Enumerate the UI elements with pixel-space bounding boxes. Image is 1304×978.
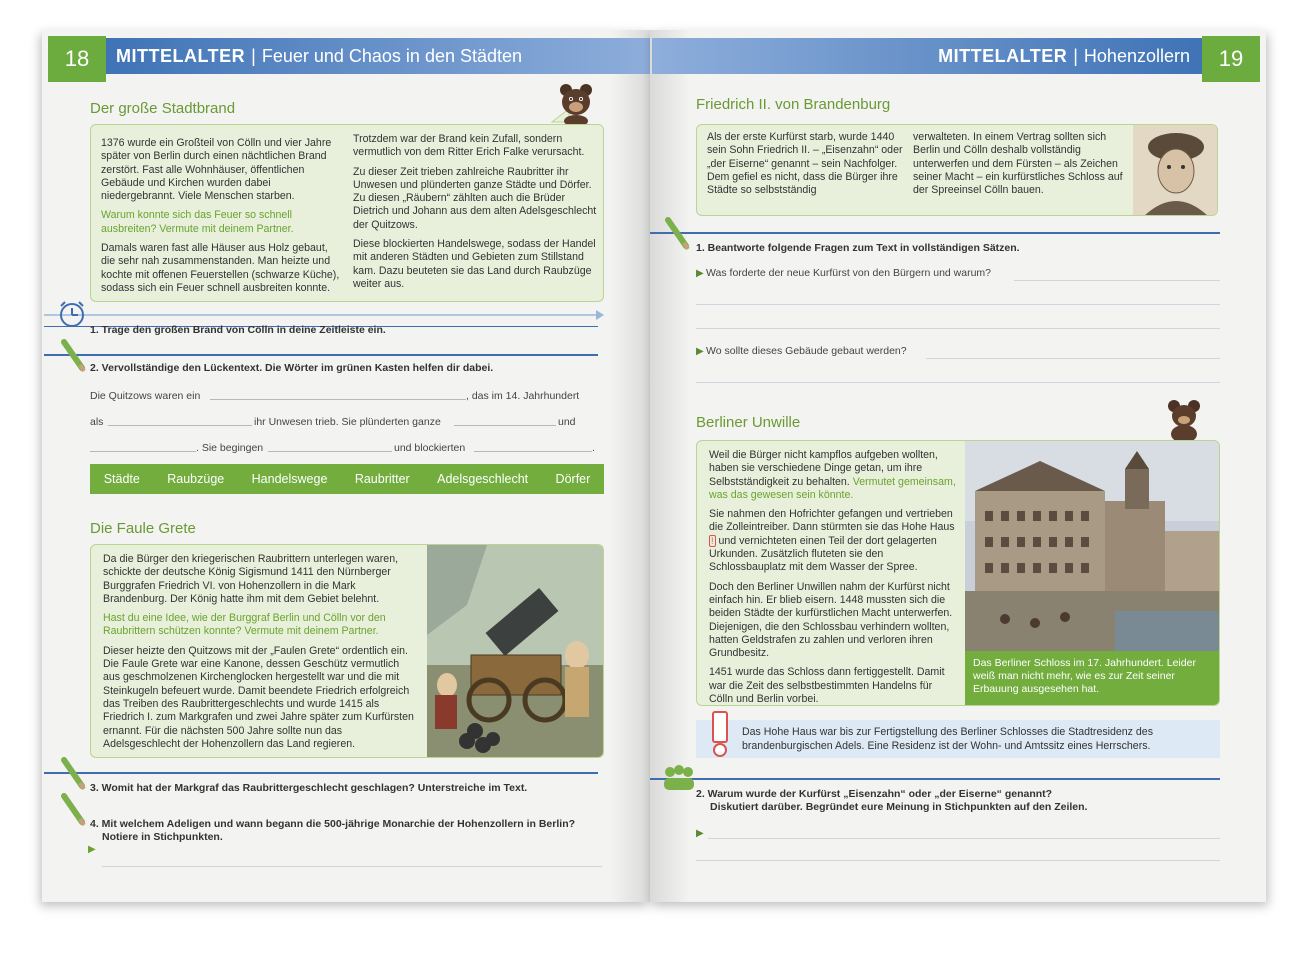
gap-text-part: und blockierten (394, 442, 466, 454)
text-column (103, 553, 415, 757)
text-box-friedrich (696, 124, 1218, 216)
section-title-faule-grete: Die Faule Grete (90, 520, 196, 537)
task-4-line-2: Notiere in Stichpunkten. (102, 831, 223, 843)
section-title-friedrich: Friedrich II. von Brandenburg (696, 96, 891, 113)
page-number: 18 (48, 36, 106, 82)
task-2-line-2: Diskutiert darüber. Begründet eure Meinung in Stichpunkten auf den Zeilen. (710, 801, 1088, 813)
bear-mascot-icon (550, 78, 602, 126)
question-1: Was forderte der neue Kurfürst von den Bürgern und warum? (706, 267, 992, 279)
text-box-faule-grete (90, 544, 604, 758)
task-3: 3. Womit hat der Markgraf das Raubrittergeschlecht geschlagen? Unterstreiche im Text. (90, 782, 528, 794)
word-item: Adelsgeschlecht (437, 472, 529, 486)
pencil-icon (58, 338, 92, 372)
divider (650, 232, 1220, 234)
partner-question: Vermutet gemeinsam, was das gewesen sein könnte. (709, 475, 956, 501)
text-column-1 (101, 137, 343, 301)
section-title-stadtbrand: Der große Stadtbrand (90, 100, 236, 117)
gap-text-part: . (592, 442, 595, 454)
word-item: Raubritter (354, 472, 410, 486)
bear-mascot-icon (1166, 398, 1202, 442)
word-item: Dörfer (555, 472, 591, 486)
chapter-header (106, 38, 650, 74)
chapter-sub: Hohenzollern (1083, 45, 1190, 66)
gap-input[interactable] (210, 390, 466, 400)
gap-text-part: ihr Unwesen trieb. Sie plünderten ganze (254, 416, 441, 428)
text-column-2 (353, 133, 597, 297)
paragraph-text: Sie nahmen den Hofrichter gefangen und vertrieben die Zolleintreiber. Dann stürmten sie das Hohe Haus (709, 508, 955, 534)
paragraph: Trotzdem war der Brand kein Zufall, sondern vermutlich von dem Ritter Erich Falke verursacht. (353, 133, 585, 159)
gap-input[interactable] (474, 442, 592, 452)
triangle-bullet-icon: ▶ (696, 346, 704, 357)
chapter-main: MITTELALTER (938, 45, 1068, 66)
paragraph: Diese blockierten Handelswege, sodass der Handel mit anderen Städten und Gebieten zum Stillstand kam. Dazu beuteten sie das Land durch Raubzüge weiter aus. (353, 238, 596, 290)
paragraph: Damals waren fast alle Häuser aus Holz gebaut, die sehr nah zusammenstanden. Man heizte und kochte mit offenen Feuerstellen (schwarze Küche), sodass sich ein Feuer schnell ausbreiten konnte. (101, 242, 340, 294)
answer-line[interactable] (102, 866, 602, 867)
page-19 (650, 30, 1266, 902)
section-title-unwille: Berliner Unwille (696, 414, 801, 431)
cannon-illustration (427, 545, 604, 758)
gap-text-part: . Sie begingen (196, 442, 264, 454)
answer-line[interactable] (1014, 280, 1220, 281)
text-column (709, 449, 959, 706)
gap-text-part: und (558, 416, 576, 428)
gap-text-part: Die Quitzows waren ein (90, 390, 201, 402)
triangle-bullet-icon: ▶ (696, 268, 704, 279)
answer-line[interactable] (696, 382, 1220, 383)
pencil-icon (662, 216, 696, 250)
gutter-shadow (610, 30, 650, 902)
page-18 (42, 30, 650, 902)
gap-text-part: , das im 14. Jahrhundert (466, 390, 580, 402)
word-item: Raubzüge (167, 472, 225, 486)
answer-line[interactable] (696, 304, 1220, 305)
paragraph (709, 508, 959, 574)
word-bank (90, 464, 604, 494)
paragraph-text: Weil die Bürger nicht kampflos aufgeben wollten, haben sie verschiedene Dinge getan, um ihre Selbstständigkeit zu behalten. (709, 449, 938, 488)
triangle-bullet-icon: ▶ (88, 844, 96, 855)
chapter-sub: Feuer und Chaos in den Städten (261, 45, 523, 66)
divider (650, 778, 1220, 780)
info-marker-icon: ! (711, 535, 714, 546)
task-2 (696, 788, 1216, 814)
divider (44, 354, 598, 356)
header-separator: | (1073, 45, 1078, 66)
word-item: Städte (103, 472, 140, 486)
task-2-line-1: 2. Warum wurde der Kurfürst „Eisenzahn“ oder „der Eiserne“ genannt? (696, 788, 1053, 800)
gap-input[interactable] (454, 416, 556, 426)
open-book (42, 30, 1266, 902)
group-work-icon (662, 764, 696, 792)
gap-input[interactable] (268, 442, 392, 452)
paragraph: 1451 wurde das Schloss dann fertiggestellt. Damit war die Zeit des selbstbestimmten Handelns für Cölln und Berlin vorbei. (709, 666, 945, 706)
pencil-icon (58, 792, 92, 826)
castle-painting (965, 441, 1220, 651)
paragraph: Da die Bürger den kriegerischen Raubrittern unterlegen waren, schickte der deutsche König Sigismund 1411 den Nürnberger Burggrafen Friedrich VI. von Hohenzollern in die Mark Brandenburg. Der König hatte ihm mit dem Gebiet belehnt. (103, 553, 399, 605)
partner-question: Hast du eine Idee, wie der Burggraf Berlin und Cölln vor den Raubrittern schützen konnte? Vermute mit deinem Partner. (103, 612, 386, 638)
gap-input[interactable] (108, 416, 252, 426)
text-column-2: verwalteten. In einem Vertrag sollten sich Berlin und Cölln deshalb vollständig unterwerfen und dem Fürsten – als Zeichen seiner Macht – ein kurfürstliches Schloss auf der Spreeinsel Cölln bauen. (913, 131, 1123, 197)
partner-question: Warum konnte sich das Feuer so schnell ausbreiten? Vermute mit deinem Partner. (101, 209, 294, 235)
answer-line[interactable] (708, 838, 1220, 839)
answer-line[interactable] (696, 328, 1220, 329)
paragraph: Dieser heizte den Quitzows mit der „Faulen Grete“ ordentlich ein. Die Faule Grete war eine Kanone, dessen Geschütz vermutlich aus geschmolzenen Kirchenglocken hergestellt war und die mit Steinkugeln befeuert wurde. Damit beendete Friedrich erfolgreich das Treiben des Raubrittergeschlechts und wurde 1415 als Friedrich I. zum Markgrafen und zwei Jahre später zum Kurfürsten ernannt. Für die nächsten 500 Jahre sollte nun das Adelsgeschlecht der Hohenzollern das Land regieren. (103, 644, 414, 750)
paragraph-text: und vernichteten einen Teil der dort gelagerten Urkunden. Zusätzlich fluteten sie den Schlossbauplatz mit dem Wasser der Spree. (709, 534, 937, 574)
task-4 (90, 818, 610, 844)
chapter-main: MITTELALTER (116, 45, 246, 66)
divider (44, 772, 598, 774)
task-4-line-1: 4. Mit welchem Adeligen und wann begann die 500-jährige Monarchie der Hohenzollern in Berlin? (90, 818, 576, 830)
paragraph: Doch den Berliner Unwillen nahm der Kurfürst nicht einfach hin. Er blieb eisern. 1448 mussten sich die beiden Städte der kurfürstlichen Macht unterwerfen. Diejenigen, die den Schlossbau verhindern wollten, hatten Geldstrafen zu zahlen und verloren ihren Grundbesitz. (709, 580, 953, 660)
gap-input[interactable] (90, 442, 196, 452)
text-column-1: Als der erste Kurfürst starb, wurde 1440 sein Sohn Friedrich II. – „Eisenzahn“ oder „der Eiserne“ genannt – sein Nachfolger. Dem gefiel es nicht, dass die Bürger ihre Städte so selbstständig (707, 131, 903, 197)
task-1: 1. Beantworte folgende Fragen zum Text in vollständigen Sätzen. (696, 242, 1020, 254)
question-2: Wo sollte dieses Gebäude gebaut werden? (706, 345, 907, 357)
task-1: 1. Trage den großen Brand von Cölln in deine Zeitleiste ein. (90, 324, 386, 336)
paragraph: Zu dieser Zeit trieben zahlreiche Raubritter ihr Unwesen und plünderten ganze Städte und Dörfer. Zu diesen „Räubern“ zählten auch die Brüder Dietrich und Johann aus dem alten Adelsgeschlecht der Quitzows. (353, 165, 597, 231)
gap-text-part: als (90, 416, 104, 428)
exclamation-info-icon (710, 710, 732, 758)
text-box-unwille (696, 440, 1220, 706)
portrait-friedrich (1133, 125, 1218, 216)
paragraph (709, 449, 959, 502)
answer-line[interactable] (696, 860, 1220, 861)
paragraph: 1376 wurde ein Großteil von Cölln und vier Jahre später von Berlin durch einen nächtlichen Brand zerstört. Fast alle Wohnhäuser, öffentlichen Gebäude und Kirchen wurden dabei niedergebrannt. Viele Menschen starben. (101, 137, 332, 203)
task-2: 2. Vervollständige den Lückentext. Die Wörter im grünen Kasten helfen dir dabei. (90, 362, 494, 374)
text-box-stadtbrand (90, 124, 604, 302)
page-number: 19 (1202, 36, 1260, 82)
triangle-bullet-icon: ▶ (696, 828, 704, 839)
header-separator: | (251, 45, 256, 66)
image-caption: Das Berliner Schloss im 17. Jahrhundert. Leider weiß man nicht mehr, wie es zur Zeit seiner Erbauung ausgesehen hat. (965, 651, 1220, 706)
info-box: Das Hohe Haus war bis zur Fertigstellung des Berliner Schlosses die Stadtresidenz des brandenburgischen Adels. Eine Residenz ist der Wohn- und Amtssitz eines Herrschers. (696, 720, 1220, 758)
answer-line[interactable] (926, 358, 1220, 359)
pencil-icon (58, 756, 92, 790)
word-item: Handelswege (251, 472, 328, 486)
chapter-header (652, 38, 1202, 74)
